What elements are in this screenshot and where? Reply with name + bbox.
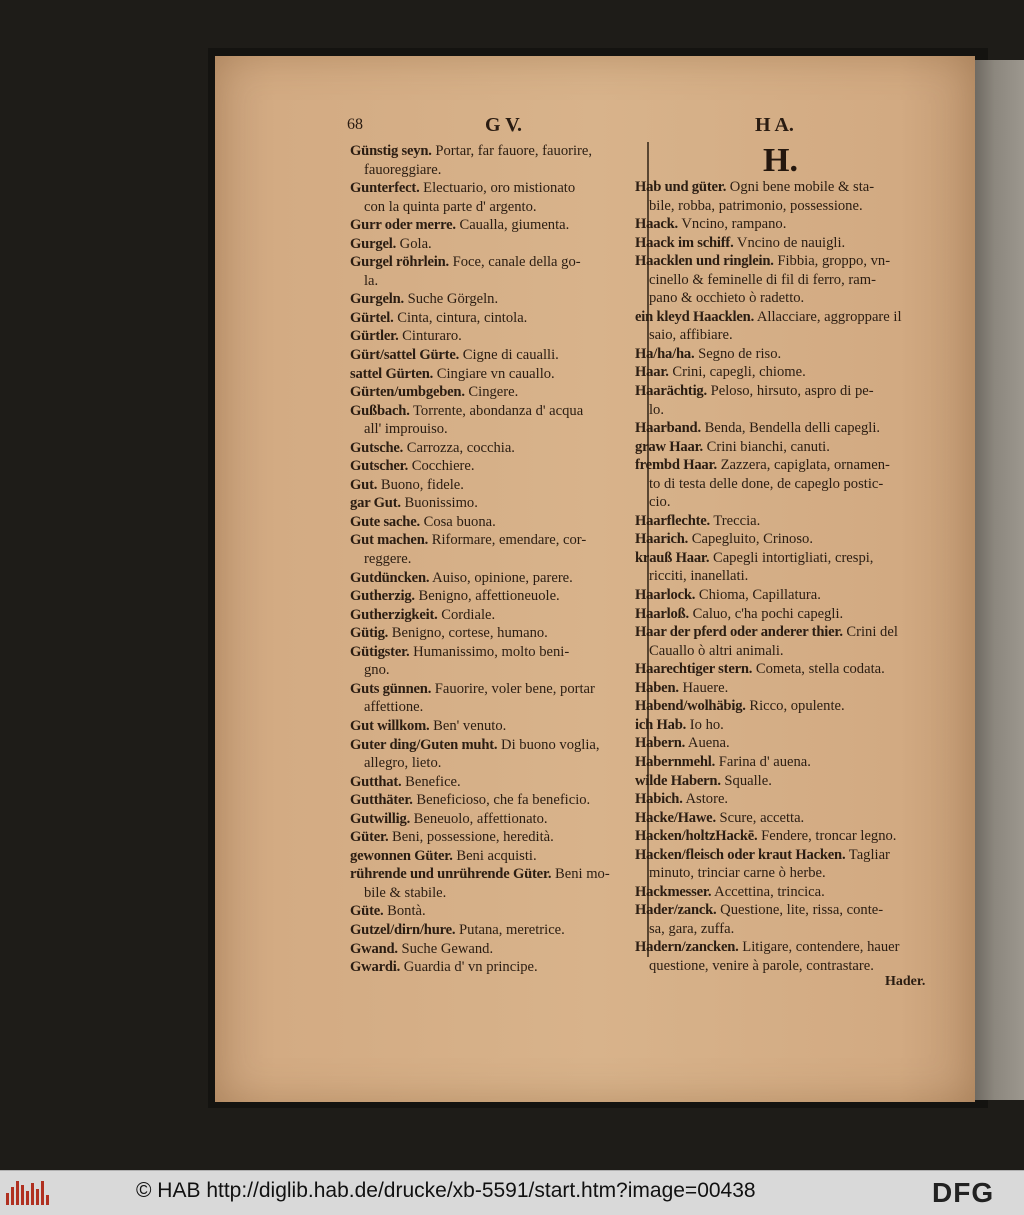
dictionary-entry-line	[350, 494, 640, 513]
dictionary-entry-line	[635, 790, 945, 809]
translation: Portar, far fauore, fauorire,	[431, 143, 593, 159]
headword: Gurgel.	[350, 235, 397, 252]
translation: Crini del	[842, 624, 898, 641]
dictionary-entry-line	[350, 327, 640, 346]
translation: Ricco, opulente.	[745, 698, 845, 715]
dictionary-entry-line	[635, 438, 945, 457]
headword: Gurgeln.	[350, 291, 404, 308]
headword: Gut machen.	[350, 532, 429, 549]
headword: rührende und unrührende Güter.	[350, 866, 552, 883]
headword: Güte.	[350, 903, 384, 920]
headword: gar Gut.	[350, 495, 401, 512]
translation: Electuario, oro mistionato	[419, 180, 576, 197]
headword: Habern.	[635, 735, 686, 752]
dictionary-entry-line	[635, 493, 945, 512]
dictionary-entry-line	[350, 439, 640, 458]
translation: Cometa, stella codata.	[752, 661, 885, 678]
dictionary-entry-line	[350, 142, 640, 161]
translation: gno.	[364, 662, 390, 679]
dictionary-entry-line	[350, 365, 640, 384]
translation: allegro, lieto.	[364, 755, 442, 772]
translation: Cauallo ò altri animali.	[649, 642, 784, 659]
translation: all' improuiso.	[364, 421, 448, 438]
translation: Litigare, contendere, hauer	[738, 939, 900, 956]
translation: Caualla, giumenta.	[455, 217, 570, 234]
dictionary-entry-line	[350, 717, 640, 736]
headword: Gürten/umbgeben.	[350, 384, 465, 401]
right-column	[635, 178, 945, 976]
dictionary-entry-line	[350, 810, 640, 829]
dictionary-entry-line	[635, 401, 945, 420]
dictionary-entry-line	[350, 921, 640, 940]
dictionary-entry-line	[350, 402, 640, 421]
headword: Hacke/Hawe.	[635, 809, 716, 826]
translation: Vncino de nauigli.	[733, 234, 846, 251]
translation: affettione.	[364, 699, 424, 716]
translation: Capegli intortigliati, crespi,	[709, 549, 874, 566]
headword: Habich.	[635, 791, 683, 808]
dictionary-entry-line	[350, 550, 640, 569]
citation-url[interactable]: © HAB http://diglib.hab.de/drucke/xb-5591/start.htm?image=00438	[136, 1179, 756, 1202]
catchword: Hader.	[885, 974, 926, 989]
translation: Auiso, opinione, parere.	[429, 569, 573, 586]
headword: gewonnen Güter.	[350, 847, 453, 864]
dictionary-entry-line	[350, 216, 640, 235]
dictionary-entry-line	[635, 363, 945, 382]
headword: Hab und güter.	[635, 179, 727, 195]
translation: Guardia d' vn principe.	[400, 959, 538, 976]
headword: Gutherzig.	[350, 588, 415, 605]
headword: Gurr oder merre.	[350, 217, 456, 234]
headword: Güter.	[350, 829, 389, 846]
headword: Haarband.	[635, 420, 701, 437]
headword: Gutwillig.	[350, 810, 411, 827]
dictionary-entry-line	[350, 736, 640, 755]
translation: Ogni bene mobile & sta-	[726, 179, 875, 195]
dictionary-entry-line	[350, 958, 640, 977]
translation: fauoreggiare.	[364, 161, 442, 178]
translation: Accettina, trincica.	[711, 883, 825, 900]
dictionary-entry-line	[350, 161, 640, 180]
headword: Haarflechte.	[635, 512, 710, 529]
dictionary-entry-line	[635, 623, 945, 642]
translation: Squalle.	[720, 772, 772, 789]
translation: Beni, possessione, heredità.	[388, 829, 554, 846]
headword: Gutzel/dirn/hure.	[350, 921, 456, 938]
translation: Benigno, cortese, humano.	[388, 625, 548, 642]
translation: cinello & feminelle di fil di ferro, ram-	[649, 271, 876, 288]
translation: Riformare, emendare, cor-	[428, 532, 587, 549]
dictionary-entry-line	[635, 957, 945, 976]
dictionary-entry-line	[635, 605, 945, 624]
dictionary-entry-line	[350, 680, 640, 699]
dictionary-entry-line	[635, 419, 945, 438]
translation: Putana, meretrice.	[455, 921, 565, 938]
headword: Gürt/sattel Gürte.	[350, 347, 460, 364]
dictionary-entry-line	[635, 753, 945, 772]
translation: Peloso, hirsuto, aspro di pe-	[706, 383, 874, 400]
headword: Haack im schiff.	[635, 234, 734, 251]
translation: Gola.	[396, 235, 432, 252]
translation: minuto, trinciar carne ò herbe.	[649, 865, 826, 882]
translation: Beni mo-	[551, 866, 610, 883]
dictionary-entry-line	[350, 253, 640, 272]
dictionary-entry-line	[350, 198, 640, 217]
translation: Beneuolo, affettionato.	[410, 810, 548, 827]
dictionary-entry-line	[635, 326, 945, 345]
translation: Cosa buona.	[419, 513, 496, 530]
translation: Bontà.	[383, 903, 426, 920]
translation: Carrozza, cocchia.	[403, 439, 515, 456]
headword: Gürtel.	[350, 309, 394, 326]
headword: Gwand.	[350, 940, 398, 957]
headword: Haarloß.	[635, 605, 689, 622]
translation: Beneficioso, che fa beneficio.	[412, 792, 591, 809]
translation: Foce, canale della go-	[448, 254, 581, 271]
headword: Haar.	[635, 364, 669, 381]
dictionary-entry-line	[635, 772, 945, 791]
headword: Gußbach.	[350, 402, 410, 419]
dictionary-entry-line	[350, 828, 640, 847]
translation: la.	[364, 272, 379, 289]
translation: Crini bianchi, canuti.	[703, 438, 830, 455]
headword: Haar der pferd oder anderer thier.	[635, 624, 843, 641]
dictionary-entry-line	[635, 512, 945, 531]
headword: Gute sache.	[350, 513, 420, 530]
translation: Benda, Bendella delli capegli.	[700, 420, 881, 437]
translation: Fibbia, groppo, vn-	[773, 253, 891, 270]
dictionary-entry-line	[350, 865, 640, 884]
translation: Humanissimo, molto beni-	[409, 643, 570, 660]
headword: Gutscher.	[350, 458, 409, 475]
page-number: 68	[347, 116, 363, 133]
translation: Crini, capegli, chiome.	[668, 364, 806, 381]
dictionary-entry-line	[350, 884, 640, 903]
headword: Gutherzigkeit.	[350, 606, 438, 623]
dictionary-entry-line	[635, 734, 945, 753]
headword: Haarich.	[635, 531, 689, 548]
headword: Günstig seyn.	[350, 143, 432, 159]
dictionary-entry-line	[635, 549, 945, 568]
translation: Fendere, troncar legno.	[757, 828, 897, 845]
translation: Treccia.	[710, 512, 761, 529]
headword: Habend/wolhäbig.	[635, 698, 746, 715]
headword: Hader/zanck.	[635, 902, 717, 919]
dictionary-entry-line	[635, 586, 945, 605]
dictionary-entry-line	[350, 847, 640, 866]
dictionary-entry-line	[350, 587, 640, 606]
headword: Guts günnen.	[350, 680, 432, 697]
dictionary-entry-line	[350, 754, 640, 773]
dictionary-entry-line	[350, 290, 640, 309]
headword: Gutthäter.	[350, 792, 413, 809]
dictionary-entry-line	[635, 679, 945, 698]
translation: Hauere.	[678, 679, 729, 696]
section-letter: H.	[763, 142, 798, 179]
translation: cio.	[649, 494, 671, 511]
dictionary-entry-line	[635, 716, 945, 735]
dictionary-entry-line	[350, 940, 640, 959]
dictionary-entry-line	[635, 809, 945, 828]
dictionary-entry-line	[350, 235, 640, 254]
translation: Vncino, rampano.	[678, 216, 787, 233]
dictionary-entry-line	[635, 660, 945, 679]
dictionary-entry-line	[635, 345, 945, 364]
hab-logo-icon	[6, 1181, 50, 1205]
translation: Tagliar	[845, 846, 890, 863]
dictionary-entry-line	[350, 791, 640, 810]
dictionary-entry-line	[350, 420, 640, 439]
dictionary-entry-line	[350, 624, 640, 643]
right-running-head: H A.	[755, 114, 794, 136]
dictionary-entry-line	[350, 457, 640, 476]
translation: Auena.	[685, 735, 730, 752]
translation: Cordiale.	[437, 606, 496, 623]
dictionary-entry-line	[350, 606, 640, 625]
dictionary-entry-line	[635, 289, 945, 308]
headword: Hadern/zancken.	[635, 939, 739, 956]
headword: Gut.	[350, 476, 378, 493]
dictionary-entry-line	[350, 346, 640, 365]
dictionary-entry-line	[635, 252, 945, 271]
dfg-logo: DFG	[932, 1177, 995, 1208]
headword: Gutdüncken.	[350, 569, 430, 586]
headword: Haarechtiger stern.	[635, 661, 753, 678]
dictionary-entry-line	[635, 697, 945, 716]
translation: bile & stabile.	[364, 884, 447, 901]
dictionary-entry-line	[350, 569, 640, 588]
dictionary-entry-line	[635, 234, 945, 253]
dictionary-entry-line	[635, 271, 945, 290]
dictionary-entry-line	[635, 197, 945, 216]
dictionary-entry-line	[635, 864, 945, 883]
dictionary-entry-line	[350, 661, 640, 680]
translation: ricciti, inanellati.	[649, 568, 749, 585]
translation: Beni acquisti.	[452, 847, 537, 864]
translation: Benigno, affettioneuole.	[414, 588, 560, 605]
headword: Gurgel röhrlein.	[350, 254, 449, 271]
dictionary-entry-line	[635, 827, 945, 846]
dictionary-entry-line	[635, 883, 945, 902]
translation: Benefice.	[401, 773, 461, 790]
translation: to di testa delle done, de capeglo postic-	[649, 475, 884, 492]
translation: Segno de riso.	[694, 345, 782, 362]
next-page-edge	[975, 60, 1024, 1100]
dictionary-entry-line	[350, 272, 640, 291]
dictionary-entry-line	[635, 567, 945, 586]
dictionary-entry-line	[635, 846, 945, 865]
headword: wilde Habern.	[635, 772, 721, 789]
headword: Gütig.	[350, 625, 389, 642]
headword: Hacken/fleisch oder kraut Hacken.	[635, 846, 846, 863]
translation: saio, affibiare.	[649, 327, 733, 344]
dictionary-entry-line	[635, 530, 945, 549]
dictionary-entry-line	[635, 938, 945, 957]
dictionary-entry-line	[635, 901, 945, 920]
headword: Gutthat.	[350, 773, 402, 790]
headword: Guter ding/Guten muht.	[350, 736, 498, 753]
headword: ein kleyd Haacklen.	[635, 308, 755, 325]
headword: Haben.	[635, 679, 679, 696]
translation: Capegluito, Crinoso.	[688, 531, 813, 548]
headword: ich Hab.	[635, 716, 687, 733]
dictionary-entry-line	[350, 476, 640, 495]
headword: Gunterfect.	[350, 180, 420, 197]
headword: Hacken/holtzHackē.	[635, 828, 758, 845]
translation: con la quinta parte d' argento.	[364, 198, 537, 215]
translation: Suche Görgeln.	[403, 291, 499, 308]
headword: sattel Gürten.	[350, 365, 434, 382]
translation: Suche Gewand.	[397, 940, 494, 957]
headword: graw Haar.	[635, 438, 703, 455]
dictionary-entry-line	[350, 902, 640, 921]
left-running-head: G V.	[485, 114, 523, 136]
translation: reggere.	[364, 551, 412, 568]
translation: Caluo, c'ha pochi capegli.	[688, 605, 844, 622]
translation: Chioma, Capillatura.	[695, 587, 821, 604]
headword: Ha/ha/ha.	[635, 345, 695, 362]
dictionary-entry-line	[635, 215, 945, 234]
headword: Haarlock.	[635, 587, 696, 604]
dictionary-entry-line	[350, 531, 640, 550]
headword: Gutsche.	[350, 439, 404, 456]
dictionary-entry-line	[350, 698, 640, 717]
translation: pano & occhieto ò radetto.	[649, 290, 805, 307]
headword: Haack.	[635, 216, 678, 233]
translation: Cigne di caualli.	[459, 347, 559, 364]
translation: lo.	[649, 401, 664, 418]
translation: Buonissimo.	[400, 495, 478, 512]
dictionary-entry-line	[350, 383, 640, 402]
dictionary-entry-line	[350, 513, 640, 532]
translation: Io ho.	[686, 716, 724, 733]
translation: Zazzera, capiglata, ornamen-	[716, 457, 890, 474]
headword: Hackmesser.	[635, 883, 712, 900]
translation: Allacciare, aggroppare il	[754, 308, 902, 325]
translation: Torrente, abondanza d' acqua	[409, 402, 584, 419]
translation: Questione, lite, rissa, conte-	[716, 902, 884, 919]
dictionary-entry-line	[635, 475, 945, 494]
translation: Cinta, cintura, cintola.	[393, 309, 528, 326]
translation: Scure, accetta.	[715, 809, 805, 826]
dictionary-entry-line	[635, 456, 945, 475]
translation: Ben' venuto.	[429, 717, 507, 734]
book-page	[215, 56, 975, 1102]
translation: Cocchiere.	[408, 458, 475, 475]
dictionary-entry-line	[350, 643, 640, 662]
headword: Gut willkom.	[350, 717, 430, 734]
translation: sa, gara, zuffa.	[649, 920, 735, 937]
headword: Gwardi.	[350, 959, 401, 976]
headword: Gütigster.	[350, 643, 410, 660]
translation: Di buono voglia,	[497, 736, 600, 753]
translation: questione, venire à parole, contrastare.	[649, 957, 874, 974]
dictionary-entry-line	[635, 642, 945, 661]
translation: Cinturaro.	[398, 328, 462, 345]
headword: frembd Haar.	[635, 457, 717, 474]
dictionary-entry-line	[350, 309, 640, 328]
dictionary-entry-line	[635, 178, 945, 197]
headword: Haacklen und ringlein.	[635, 253, 774, 270]
translation: Fauorire, voler bene, portar	[431, 680, 595, 697]
translation: Buono, fidele.	[377, 476, 464, 493]
dictionary-entry-line	[350, 179, 640, 198]
translation: Cingiare vn cauallo.	[433, 365, 555, 382]
footer-bar	[0, 1170, 1024, 1215]
dictionary-entry-line	[635, 920, 945, 939]
translation: bile, robba, patrimonio, possessione.	[649, 197, 863, 214]
dictionary-entry-line	[350, 773, 640, 792]
translation: Farina d' auena.	[715, 753, 811, 770]
dictionary-entry-line	[635, 382, 945, 401]
headword: Habernmehl.	[635, 753, 716, 770]
left-column	[350, 142, 640, 977]
translation: Cingere.	[464, 384, 519, 401]
translation: Astore.	[682, 791, 729, 808]
headword: Gürtler.	[350, 328, 399, 345]
dictionary-entry-line	[635, 308, 945, 327]
headword: krauß Haar.	[635, 549, 710, 566]
headword: Haarächtig.	[635, 383, 707, 400]
